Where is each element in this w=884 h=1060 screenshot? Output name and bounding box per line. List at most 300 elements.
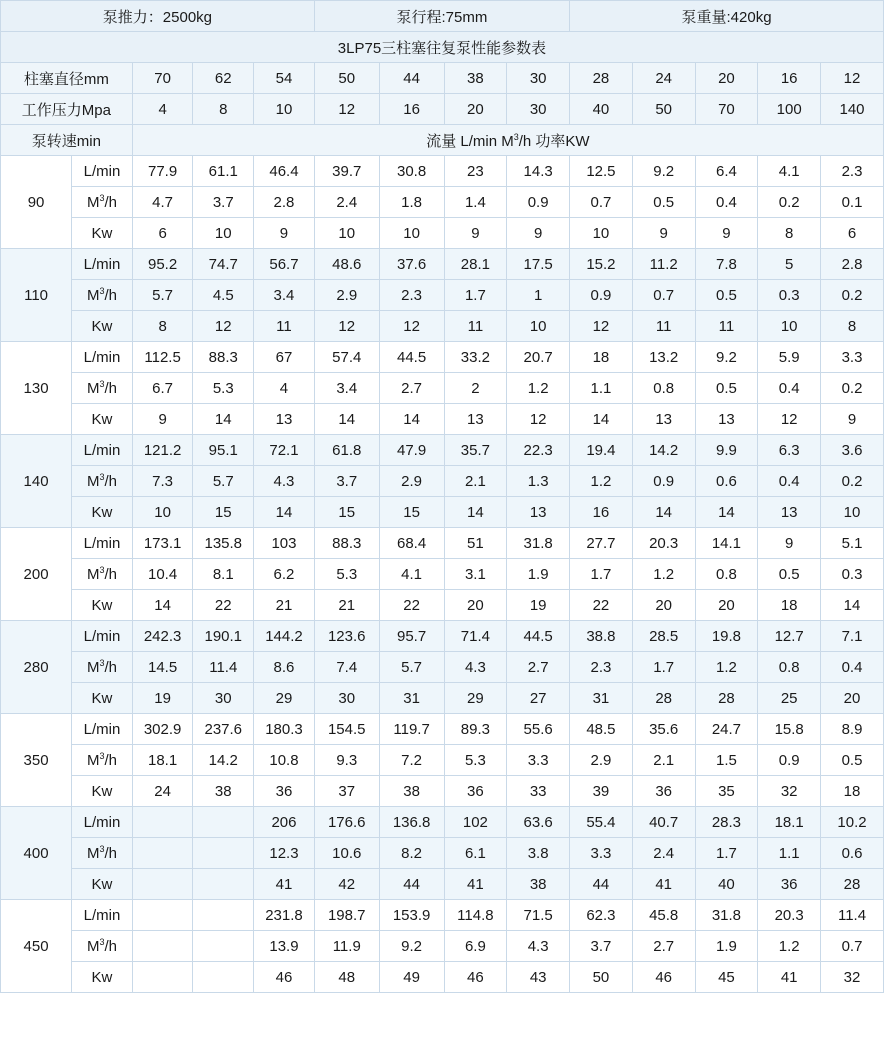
working-pressure-value: 30 [507,94,570,125]
data-cell: 3.3 [507,745,570,776]
page-title: 3LP75三柱塞往复泵性能参数表 [1,32,884,63]
data-cell: 11 [254,311,315,342]
plunger-diameter-value: 24 [632,63,695,94]
data-cell [132,931,193,962]
data-cell: 1.7 [695,838,758,869]
data-cell: 71.5 [507,900,570,931]
data-cell: 1.9 [507,559,570,590]
data-cell: 14 [632,497,695,528]
unit-label: $M^3/h$ [72,187,133,218]
data-cell: 13 [254,404,315,435]
data-cell: 3.1 [444,559,507,590]
working-pressure-value: 100 [758,94,821,125]
unit-label: L/min [72,156,133,187]
data-cell: 17.5 [507,249,570,280]
data-cell: 3.6 [821,435,884,466]
data-cell: 31.8 [507,528,570,559]
data-cell: 12 [314,311,379,342]
data-cell: 0.3 [821,559,884,590]
plunger-diameter-value: 30 [507,63,570,94]
working-pressure-value: 16 [379,94,444,125]
data-cell: 9 [132,404,193,435]
data-cell: 2.9 [379,466,444,497]
data-cell: 0.9 [507,187,570,218]
data-cell: 95.1 [193,435,254,466]
data-cell: 9 [507,218,570,249]
unit-label: Kw [72,311,133,342]
data-cell: 6.2 [254,559,315,590]
data-cell: 1.7 [632,652,695,683]
data-cell: 63.6 [507,807,570,838]
data-cell: 38 [193,776,254,807]
data-cell: 2.4 [632,838,695,869]
data-cell: 77.9 [132,156,193,187]
data-cell: 95.2 [132,249,193,280]
data-cell: 45.8 [632,900,695,931]
data-cell: 1.2 [632,559,695,590]
data-cell: 30 [193,683,254,714]
data-cell: 14.5 [132,652,193,683]
data-cell: 19 [507,590,570,621]
data-cell: 8.9 [821,714,884,745]
data-cell: 9 [444,218,507,249]
data-cell: 18.1 [132,745,193,776]
data-cell: 14 [314,404,379,435]
data-cell: 5 [758,249,821,280]
data-cell: 0.2 [821,466,884,497]
data-cell: 8.1 [193,559,254,590]
data-cell: 0.4 [821,652,884,683]
table-row [1,187,884,218]
data-cell: 61.8 [314,435,379,466]
data-cell: 11 [444,311,507,342]
data-cell: 13.2 [632,342,695,373]
table-row [1,218,884,249]
data-cell: 2.1 [444,466,507,497]
data-cell: 180.3 [254,714,315,745]
data-cell: 19 [132,683,193,714]
data-cell: 47.9 [379,435,444,466]
data-cell: 31 [379,683,444,714]
data-cell: 0.5 [821,745,884,776]
plunger-diameter-label: 柱塞直径mm [1,63,133,94]
data-cell: 302.9 [132,714,193,745]
data-cell: 135.8 [193,528,254,559]
data-cell: 0.1 [821,187,884,218]
unit-label: Kw [72,776,133,807]
data-cell: 4.7 [132,187,193,218]
working-pressure-value: 4 [132,94,193,125]
unit-label: Kw [72,218,133,249]
data-cell: 71.4 [444,621,507,652]
working-pressure-row [1,94,884,125]
unit-label: L/min [72,714,133,745]
unit-label: Kw [72,404,133,435]
data-cell: 9.2 [632,156,695,187]
data-cell: 3.3 [821,342,884,373]
data-cell: 36 [254,776,315,807]
data-cell: 2.3 [379,280,444,311]
data-cell: 0.6 [821,838,884,869]
unit-label: $M^3/h$ [72,466,133,497]
data-cell: 5.3 [314,559,379,590]
data-cell: 5.7 [193,466,254,497]
data-cell: 9.2 [695,342,758,373]
data-cell: 14 [570,404,633,435]
data-cell: 3.7 [570,931,633,962]
table-row [1,962,884,993]
unit-label: $M^3/h$ [72,652,133,683]
data-cell: 4.5 [193,280,254,311]
data-cell: 13.9 [254,931,315,962]
data-cell [193,807,254,838]
data-cell: 20 [821,683,884,714]
pump-speed-header-row [1,125,884,156]
data-cell [193,962,254,993]
data-cell: 176.6 [314,807,379,838]
data-cell: 40.7 [632,807,695,838]
data-cell: 14 [821,590,884,621]
data-cell: 55.6 [507,714,570,745]
working-pressure-value: 8 [193,94,254,125]
data-cell: 35.6 [632,714,695,745]
unit-label: $M^3/h$ [72,373,133,404]
data-cell: 0.3 [758,280,821,311]
data-cell: 114.8 [444,900,507,931]
data-cell: 6.1 [444,838,507,869]
data-cell: 36 [758,869,821,900]
data-cell: 2.7 [379,373,444,404]
table-row [1,342,884,373]
data-cell: 6 [132,218,193,249]
data-cell: 5.3 [444,745,507,776]
data-cell: 13 [507,497,570,528]
plunger-diameter-value: 16 [758,63,821,94]
data-cell: 41 [254,869,315,900]
pump-speed-value: 90 [1,156,72,249]
header-item-1: 泵行程:75mm [314,1,569,32]
data-cell: 0.7 [821,931,884,962]
data-cell: 31.8 [695,900,758,931]
data-cell: 2 [444,373,507,404]
data-cell: 27.7 [570,528,633,559]
data-cell: 44 [570,869,633,900]
data-cell: 119.7 [379,714,444,745]
data-cell: 15 [314,497,379,528]
data-cell: 1.2 [570,466,633,497]
data-cell: 37 [314,776,379,807]
data-cell: 7.4 [314,652,379,683]
data-cell: 12 [379,311,444,342]
data-cell: 12 [507,404,570,435]
data-cell: 19.4 [570,435,633,466]
pump-speed-value: 110 [1,249,72,342]
data-cell: 12 [193,311,254,342]
data-cell: 8 [821,311,884,342]
data-cell: 42 [314,869,379,900]
data-cell [132,838,193,869]
data-cell: 14.2 [632,435,695,466]
data-cell: 11.9 [314,931,379,962]
data-cell: 0.4 [758,466,821,497]
data-cell: 10 [570,218,633,249]
pump-speed-value: 140 [1,435,72,528]
data-cell: 0.9 [758,745,821,776]
data-cell: 15.2 [570,249,633,280]
unit-label: Kw [72,962,133,993]
data-cell: 1.5 [695,745,758,776]
pump-speed-value: 200 [1,528,72,621]
unit-label: L/min [72,621,133,652]
table-row [1,869,884,900]
data-cell: 57.4 [314,342,379,373]
table-row [1,559,884,590]
data-cell: 0.7 [570,187,633,218]
data-cell: 24 [132,776,193,807]
data-cell: 14 [379,404,444,435]
data-cell: 0.5 [632,187,695,218]
table-row [1,528,884,559]
data-cell: 0.6 [695,466,758,497]
data-cell: 123.6 [314,621,379,652]
plunger-diameter-value: 12 [821,63,884,94]
data-cell: 13 [632,404,695,435]
data-cell: 9.2 [379,931,444,962]
table-row [1,838,884,869]
data-cell: 3.7 [193,187,254,218]
data-cell: 28.5 [632,621,695,652]
data-cell: 5.1 [821,528,884,559]
data-cell: 10 [132,497,193,528]
data-cell: 48.6 [314,249,379,280]
data-cell: 198.7 [314,900,379,931]
pump-speed-value: 450 [1,900,72,993]
data-cell: 5.7 [379,652,444,683]
data-cell: 0.5 [695,280,758,311]
data-cell: 0.7 [632,280,695,311]
data-cell: 2.3 [570,652,633,683]
data-cell [132,807,193,838]
pump-speed-label: 泵转速min [1,125,133,156]
data-cell: 16 [570,497,633,528]
data-cell: 31 [570,683,633,714]
data-cell [193,900,254,931]
unit-label: $M^3/h$ [72,745,133,776]
data-cell: 2.9 [570,745,633,776]
data-cell: 1.7 [570,559,633,590]
data-cell: 38.8 [570,621,633,652]
data-cell: 46.4 [254,156,315,187]
plunger-diameter-value: 50 [314,63,379,94]
data-cell: 28 [821,869,884,900]
data-cell: 4.1 [758,156,821,187]
data-cell: 0.2 [758,187,821,218]
data-cell: 8.2 [379,838,444,869]
unit-label: L/min [72,528,133,559]
plunger-diameter-value: 70 [132,63,193,94]
data-cell: 11.4 [193,652,254,683]
data-cell: 28.3 [695,807,758,838]
data-cell: 29 [254,683,315,714]
data-cell: 12 [758,404,821,435]
data-cell: 10.4 [132,559,193,590]
data-cell: 48.5 [570,714,633,745]
data-cell: 32 [758,776,821,807]
data-cell: 10.8 [254,745,315,776]
unit-label: L/min [72,435,133,466]
data-cell: 2.3 [821,156,884,187]
pump-speed-value: 280 [1,621,72,714]
data-cell: 40 [695,869,758,900]
data-cell: 11 [632,311,695,342]
data-cell: 1.4 [444,187,507,218]
data-cell [132,869,193,900]
data-cell: 14 [695,497,758,528]
data-cell: 74.7 [193,249,254,280]
data-cell: 1.2 [695,652,758,683]
data-cell: 0.8 [632,373,695,404]
data-cell: 3.3 [570,838,633,869]
data-cell: 30 [314,683,379,714]
data-cell: 242.3 [132,621,193,652]
data-cell: 25 [758,683,821,714]
data-cell: 20.3 [758,900,821,931]
data-cell: 7.2 [379,745,444,776]
data-cell: 46 [632,962,695,993]
data-cell: 41 [758,962,821,993]
data-cell: 19.8 [695,621,758,652]
data-cell: 39.7 [314,156,379,187]
data-cell: 0.2 [821,373,884,404]
data-cell: 12.7 [758,621,821,652]
data-cell: 27 [507,683,570,714]
data-cell: 20 [695,590,758,621]
data-cell: 1.1 [570,373,633,404]
data-cell [132,962,193,993]
data-cell: 5.3 [193,373,254,404]
unit-label: Kw [72,590,133,621]
data-cell: 15 [379,497,444,528]
data-cell: 37.6 [379,249,444,280]
table-row [1,404,884,435]
data-cell: 10 [821,497,884,528]
data-cell: 1.2 [507,373,570,404]
data-cell: 3.4 [254,280,315,311]
data-cell: 21 [254,590,315,621]
data-cell: 2.4 [314,187,379,218]
data-cell: 5.7 [132,280,193,311]
working-pressure-value: 140 [821,94,884,125]
data-cell: 22.3 [507,435,570,466]
data-cell: 4.1 [379,559,444,590]
data-cell: 0.5 [695,373,758,404]
data-cell: 55.4 [570,807,633,838]
data-cell: 7.3 [132,466,193,497]
data-cell: 15 [193,497,254,528]
data-cell: 3.4 [314,373,379,404]
data-cell: 14 [254,497,315,528]
data-cell: 190.1 [193,621,254,652]
data-cell: 11 [695,311,758,342]
data-cell: 112.5 [132,342,193,373]
data-cell: 4.3 [507,931,570,962]
data-cell: 2.9 [314,280,379,311]
data-cell: 10 [314,218,379,249]
data-cell: 0.4 [758,373,821,404]
data-cell: 1.8 [379,187,444,218]
data-cell: 43 [507,962,570,993]
data-cell: 9.3 [314,745,379,776]
table-row [1,683,884,714]
data-cell: 0.8 [695,559,758,590]
plunger-diameter-value: 28 [570,63,633,94]
data-cell: 49 [379,962,444,993]
data-cell: 8 [758,218,821,249]
data-cell: 11.4 [821,900,884,931]
header-item-0: 泵推力：2500kg [1,1,315,32]
data-cell: 68.4 [379,528,444,559]
plunger-diameter-value: 20 [695,63,758,94]
data-cell: 22 [193,590,254,621]
data-cell: 6.3 [758,435,821,466]
data-cell: 36 [632,776,695,807]
data-cell: 103 [254,528,315,559]
data-cell: 10 [379,218,444,249]
data-cell: 18.1 [758,807,821,838]
data-cell: 62.3 [570,900,633,931]
data-cell: 36 [444,776,507,807]
data-cell: 56.7 [254,249,315,280]
data-cell: 14.3 [507,156,570,187]
unit-label: $M^3/h$ [72,931,133,962]
data-cell: 44 [379,869,444,900]
table-row [1,249,884,280]
plunger-diameter-value: 44 [379,63,444,94]
data-cell: 72.1 [254,435,315,466]
data-cell: 21 [314,590,379,621]
data-cell: 1.1 [758,838,821,869]
data-cell: 13 [444,404,507,435]
data-cell: 22 [379,590,444,621]
table-row [1,745,884,776]
data-cell: 33 [507,776,570,807]
plunger-diameter-value: 62 [193,63,254,94]
data-cell: 28.1 [444,249,507,280]
unit-label: Kw [72,869,133,900]
data-cell: 18 [570,342,633,373]
data-cell: 50 [570,962,633,993]
data-cell: 20.7 [507,342,570,373]
table-row [1,714,884,745]
data-cell: 6.7 [132,373,193,404]
data-cell: 0.4 [695,187,758,218]
data-cell: 173.1 [132,528,193,559]
title-row [1,32,884,63]
data-cell: 41 [632,869,695,900]
data-cell: 46 [444,962,507,993]
data-cell: 121.2 [132,435,193,466]
unit-label: L/min [72,900,133,931]
table-row [1,156,884,187]
data-cell: 10.6 [314,838,379,869]
data-cell: 45 [695,962,758,993]
data-cell: 10 [193,218,254,249]
data-cell: 23 [444,156,507,187]
data-cell: 2.8 [254,187,315,218]
data-cell: 24.7 [695,714,758,745]
data-cell: 0.9 [632,466,695,497]
data-cell: 2.8 [821,249,884,280]
